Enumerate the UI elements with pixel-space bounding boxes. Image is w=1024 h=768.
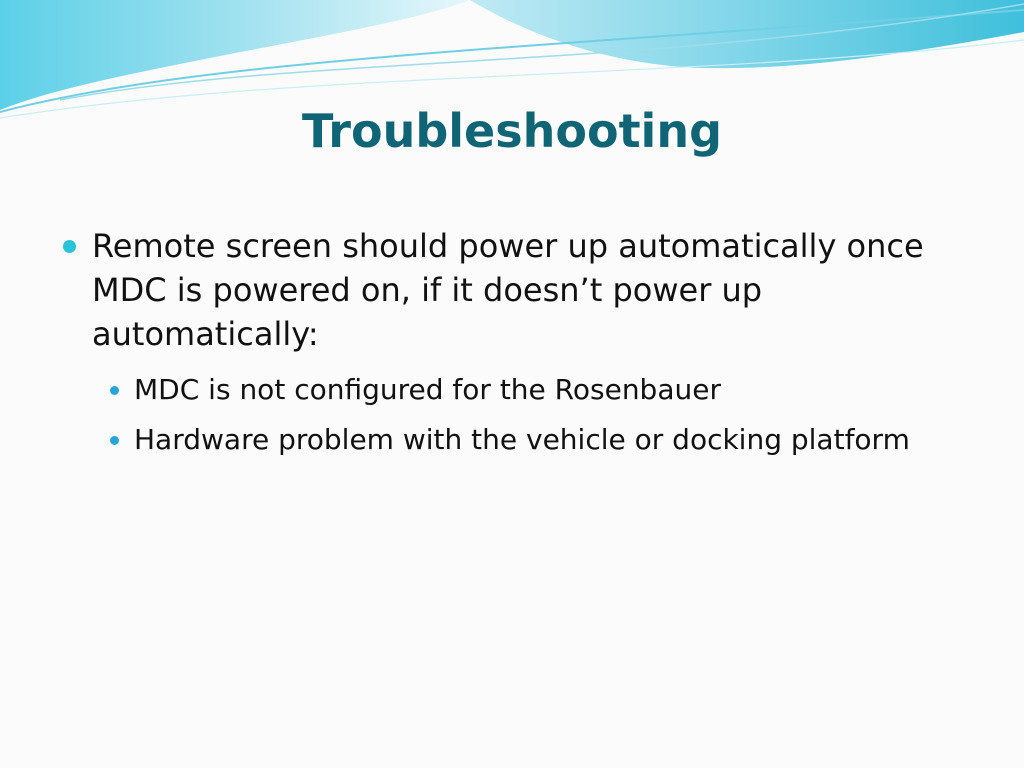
sub-bullet-text: MDC is not configured for the Rosenbauer: [134, 373, 721, 406]
slide-title: Troubleshooting: [301, 104, 723, 158]
bullet-text: Remote screen should power up automatically once MDC is powered on, if it doesn’t power up automatically:: [92, 227, 924, 353]
sub-bullet-list: [60, 370, 960, 460]
slide-body: [60, 224, 960, 470]
sub-bullet-dot-icon: [110, 436, 119, 445]
bullet-dot-icon: [63, 240, 76, 253]
bullet-item: [60, 224, 960, 356]
sub-bullet-text: Hardware problem with the vehicle or docking platform: [134, 423, 910, 456]
sub-bullet-item: [104, 370, 960, 410]
sub-bullet-item: [104, 420, 960, 460]
sub-bullet-dot-icon: [110, 386, 119, 395]
